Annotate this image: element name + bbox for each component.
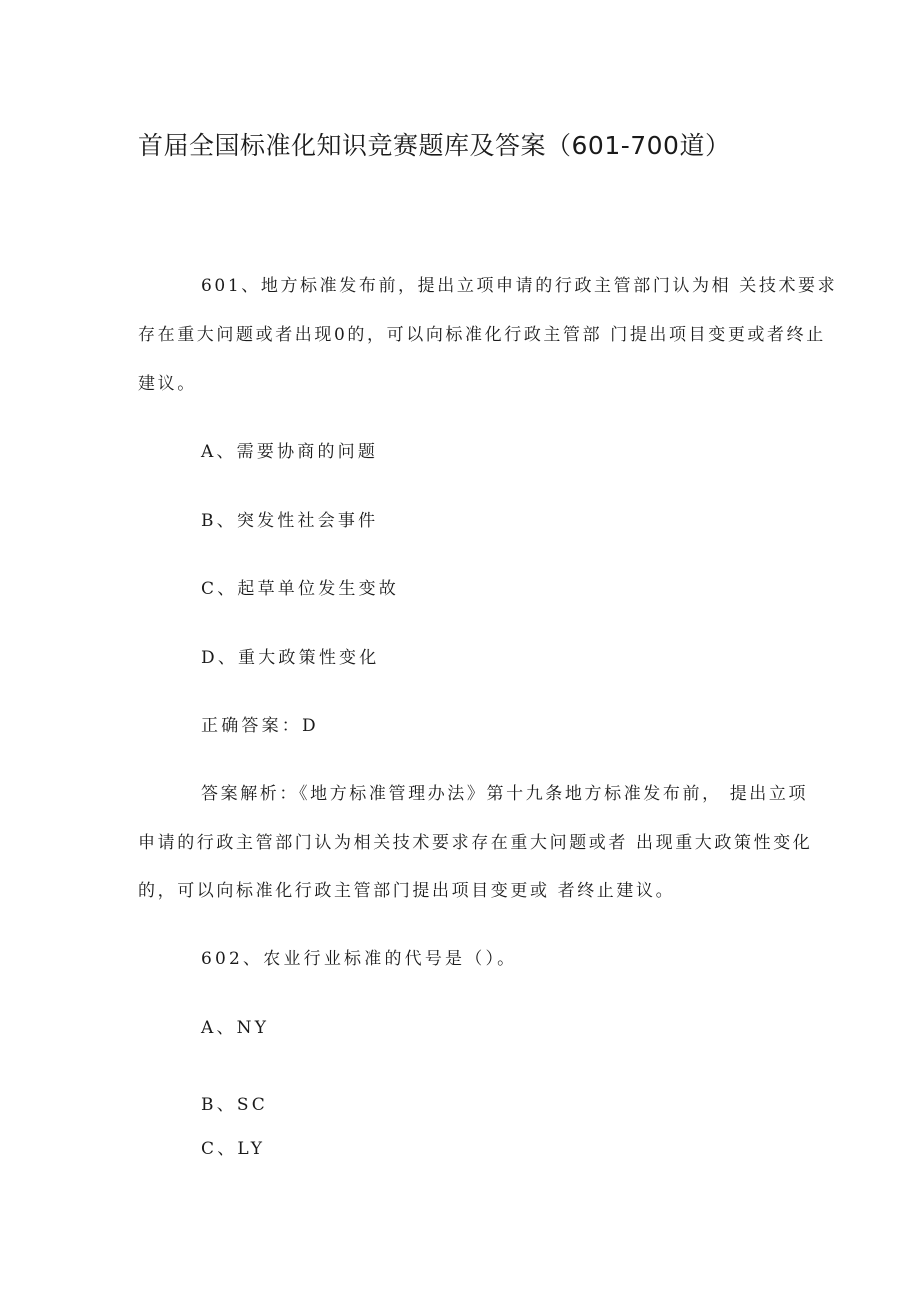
q601-option-c: C、起草单位发生变故 — [201, 579, 400, 599]
q602-option-c: C、LY — [201, 1139, 266, 1159]
q602-option-b: B、SC — [201, 1095, 268, 1115]
q601-analysis-line-2: 申请的行政主管部门认为相关技术要求存在重大问题或者 出现重大政策性变化 — [138, 833, 813, 853]
q601-stem-line-2: 存在重大问题或者出现0的，可以向标准化行政主管部 门提出项目变更或者终止 — [138, 325, 826, 345]
q602-option-a: A、NY — [201, 1018, 270, 1038]
q601-stem-line-1: 601、地方标准发布前，提出立项申请的行政主管部门认为相 关技术要求 — [201, 276, 838, 296]
q601-option-a: A、需要协商的问题 — [201, 442, 379, 462]
q601-analysis-line-3: 的，可以向标准化行政主管部门提出项目变更或 者终止建议。 — [138, 881, 676, 901]
q601-answer: 正确答案：D — [201, 716, 319, 736]
document-title: 首届全国标准化知识竞赛题库及答案（601-700道） — [138, 131, 731, 160]
q601-option-b: B、突发性社会事件 — [201, 511, 379, 531]
q601-option-d: D、重大政策性变化 — [201, 648, 380, 668]
q601-stem-line-3: 建议。 — [138, 374, 197, 394]
q602-stem: 602、农业行业标准的代号是（）。 — [201, 949, 518, 969]
q601-analysis-line-1: 答案解析：《地方标准管理办法》第十九条地方标准发布前， 提出立项 — [201, 784, 809, 804]
